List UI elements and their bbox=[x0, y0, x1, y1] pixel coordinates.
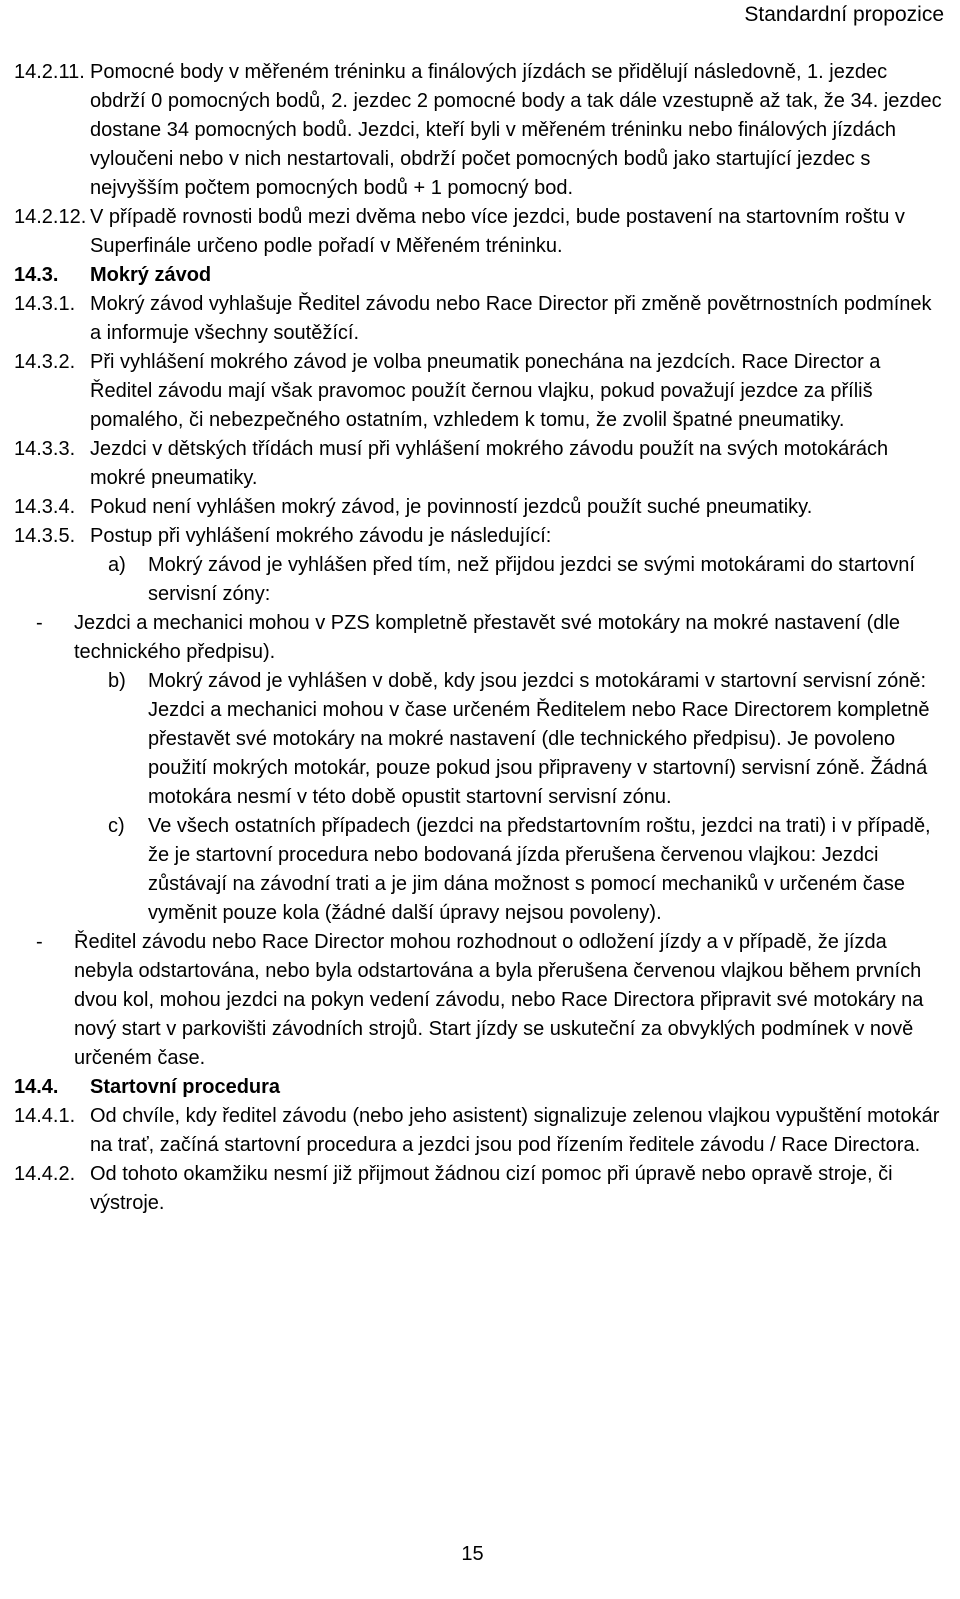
list-item-c bbox=[108, 812, 944, 928]
dash-item-text: Jezdci a mechanici mohou v PZS kompletně přestavět své motokáry na mokré nastavení (dle technického předpisu). bbox=[74, 612, 900, 663]
section-title: Mokrý závod bbox=[90, 264, 212, 286]
paragraph-text: Postup při vyhlášení mokrého závodu je následující: bbox=[90, 525, 552, 547]
paragraph-text: Při vyhlášení mokrého závod je volba pneumatik ponechána na jezdcích. Race Director a Ředitel závodu mají však pravomoc použít černou vlajku, pokud považují jezdce za příliš pomalého, či nebezpečného ostatním, vzhledem k tomu, že zvolil špatné pneumatiky. bbox=[90, 351, 881, 431]
list-label: b) bbox=[108, 670, 126, 692]
section-number: 14.3. bbox=[14, 264, 59, 286]
dash-mark: - bbox=[36, 612, 43, 634]
list-item-text: Mokrý závod je vyhlášen v době, kdy jsou jezdci s motokárami v startovní servisní zóně: bbox=[148, 670, 927, 692]
document-body bbox=[14, 58, 944, 1218]
list-item-text: Mokrý závod je vyhlášen před tím, než přijdou jezdci se svými motokárami do startovní servisní zóny: bbox=[148, 554, 915, 605]
dash-item-2 bbox=[14, 928, 944, 1073]
paragraph-text: Pomocné body v měřeném tréninku a finálových jízdách se přidělují následovně, 1. jezdec obdrží 0 pomocných bodů, 2. jezdec 2 pomocné body a tak dále vzestupně až tak, že 34. jezdec dostane 34 pomocných bodů. Jezdci, kteří byli v měřeném tréninku nebo finálových jízdách vyloučeni nebo v nich nestartovali, obdrží počet pomocných bodů jako startující jezdec s nejvyšším počtem pomocných bodů + 1 pomocný bod. bbox=[90, 61, 942, 199]
running-header: Standardní propozice bbox=[744, 3, 944, 26]
paragraph-14-3-4 bbox=[14, 493, 944, 522]
section-heading-14-3 bbox=[14, 261, 944, 290]
paragraph-number: 14.4.1. bbox=[14, 1105, 76, 1127]
paragraph-number: 14.3.1. bbox=[14, 293, 76, 315]
paragraph-number: 14.3.5. bbox=[14, 525, 76, 547]
paragraph-14-3-3 bbox=[14, 435, 944, 493]
paragraph-number: 14.3.2. bbox=[14, 351, 76, 373]
paragraph-text: Pokud není vyhlášen mokrý závod, je povinností jezdců použít suché pneumatiky. bbox=[90, 496, 813, 518]
list-label: a) bbox=[108, 554, 126, 576]
paragraph-number: 14.4.2. bbox=[14, 1163, 76, 1185]
list-item-b-continuation: Jezdci a mechanici mohou v čase určeném Ředitelem nebo Race Directorem kompletně přestavět své motokáry na mokré nastavení (dle technického předpisu). Je povoleno použití mokrých motokár, pouze pokud jsou připraveny v startovní) servisní zóně. Žádná motokára nesmí v této době opustit startovní servisní zónu. bbox=[148, 699, 930, 808]
paragraph-14-2-12 bbox=[14, 203, 944, 261]
paragraph-text: V případě rovnosti bodů mezi dvěma nebo více jezdci, bude postavení na startovním roštu v Superfinále určeno podle pořadí v Měřeném tréninku. bbox=[90, 206, 905, 257]
dash-mark: - bbox=[36, 931, 43, 953]
paragraph-number: 14.2.11. bbox=[14, 61, 85, 83]
dash-item-1 bbox=[14, 609, 944, 667]
paragraph-text: Od tohoto okamžiku nesmí již přijmout žádnou cizí pomoc při úpravě nebo opravě stroje, či výstroje. bbox=[90, 1163, 893, 1214]
paragraph-14-3-1 bbox=[14, 290, 944, 348]
paragraph-number: 14.2.12. bbox=[14, 206, 87, 228]
page-number: 15 bbox=[461, 1543, 484, 1565]
list-item-a bbox=[108, 551, 944, 609]
section-heading-14-4 bbox=[14, 1073, 944, 1102]
paragraph-14-4-1 bbox=[14, 1102, 944, 1160]
list-item-b bbox=[108, 667, 944, 696]
paragraph-14-4-2 bbox=[14, 1160, 944, 1218]
section-number: 14.4. bbox=[14, 1076, 59, 1098]
dash-item-text: Ředitel závodu nebo Race Director mohou rozhodnout o odložení jízdy a v případě, že jízda nebyla odstartována, nebo byla odstartována a byla přerušena červenou vlajkou během prvních dvou kol, mohou jezdci na pokyn vedení závodu, nebo Race Directora připravit své motokáry na nový start v parkovišti závodních strojů. Start jízdy se uskuteční za obvyklých podmínek v nově určeném čase. bbox=[74, 931, 924, 1069]
list-item-text: Ve všech ostatních případech (jezdci na předstartovním roštu, jezdci na trati) i v případě, že je startovní procedura nebo bodovaná jízda přerušena červenou vlajkou: Jezdci zůstávají na závodní trati a je jim dána možnost s pomocí mechaniků v určeném čase vyměnit pouze kola (žádné další úpravy nejsou povoleny). bbox=[148, 815, 931, 924]
section-title: Startovní procedura bbox=[90, 1076, 281, 1098]
paragraph-14-2-11 bbox=[14, 58, 944, 203]
paragraph-text: Mokrý závod vyhlašuje Ředitel závodu nebo Race Director při změně povětrnostních podmínek a informuje všechny soutěžící. bbox=[90, 293, 932, 344]
list-label: c) bbox=[108, 815, 125, 837]
paragraph-number: 14.3.4. bbox=[14, 496, 76, 518]
paragraph-14-3-2 bbox=[14, 348, 944, 435]
paragraph-text: Jezdci v dětských třídách musí při vyhlášení mokrého závodu použít na svých motokárách mokré pneumatiky. bbox=[90, 438, 889, 489]
paragraph-number: 14.3.3. bbox=[14, 438, 76, 460]
paragraph-14-3-5 bbox=[14, 522, 944, 551]
paragraph-text: Od chvíle, kdy ředitel závodu (nebo jeho asistent) signalizuje zelenou vlajkou vypuštění motokár na trať, začíná startovní procedura a jezdci jsou pod řízením ředitele závodu / Race Directora. bbox=[90, 1105, 940, 1156]
